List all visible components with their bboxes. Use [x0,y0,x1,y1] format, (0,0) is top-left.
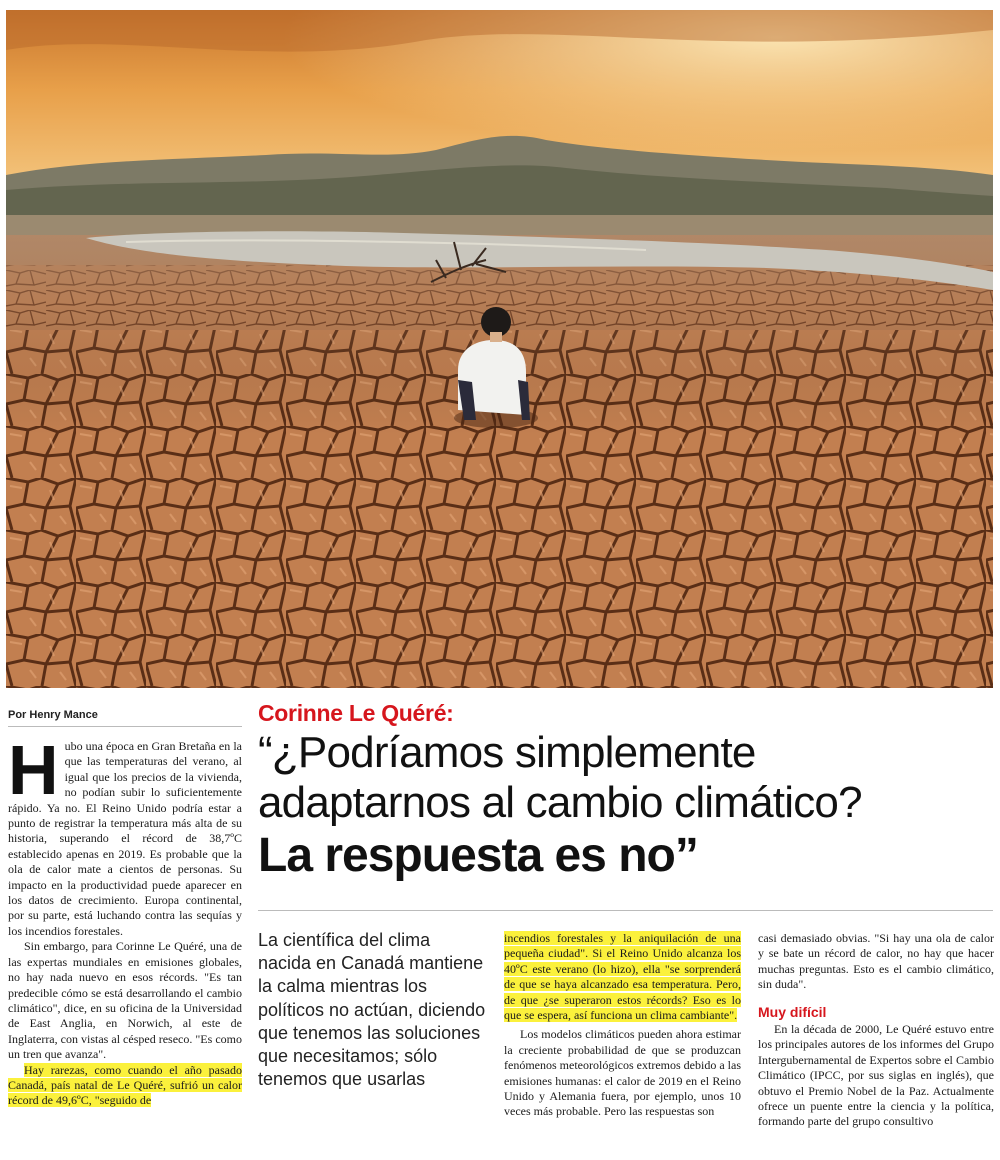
highlighted-text: incendios forestales y la aniquilación de una pequeña ciudad". Si el Reino Unido alcanza los 40ºC este verano (lo hizo), ella "se sorprenderá de que se haya alcanzado esa temperatura. Pero, de que ¿se superaron estos récords? Eso es lo que se espera, así funciona un clima cambiante". [504,931,741,1023]
drought-landscape-image [6,10,993,688]
headline-line-1: “¿Podríamos simplemente [258,728,756,777]
kicker-name: Corinne Le Quéré: [258,700,454,726]
headline-line-2: adaptarnos al cambio climático? [258,778,862,827]
paragraph-intro-text: ubo una época en Gran Bretaña en la que las temperaturas del verano, al igual que los precios de la vivienda, no podían subir lo suficientemente rápido. Ya no. El Reino Unido podría estar a punto de registrar la temperatura más alta de su historia, superando el récord de 38,7ºC establecido apenas en 2019. Es probable que la ola de calor mate a cientos de personas. Su impacto en la productividad puede aparecer en los datos de crecimiento. Europa continental, por su parte, está luchando contra las sequías y los incendios forestales. [8,739,242,938]
deck-summary: La científica del clima nacida en Canadá mantiene la calma mientras los políticos no actúan, diciendo que tenemos las soluciones que necesitamos; sólo tenemos que usarlas [258,930,486,1090]
headline-divider [258,910,993,911]
paragraph-ipcc: En la década de 2000, Le Quéré estuvo entre los principales autores de los informes del Grupo Intergubernamental de Expertos sobre el Cambio Climático (IPCC, por sus siglas en inglés), que obtuvo el Premio Nobel de la Paz. Actualmente ofrece un puente entre la ciencia y la política, formando parte del grupo consultivo [758,1022,994,1129]
subheading: Muy difícil [758,1003,827,1020]
headline [258,728,998,884]
hero-photo [6,10,993,688]
byline-divider [8,726,242,727]
highlighted-text: Hay rarezas, como cuando el año pasado Canadá, país natal de Le Quéré, sufrió un calor récord de 49,6ºC, "seguido de [8,1062,242,1108]
paragraph-highlighted [504,931,741,1023]
headline-line-3: La respuesta es no” [258,829,698,882]
paragraph-answers: casi demasiado obvias. "Si hay una ola de calor y se bate un récord de calor, no hay que hacer muchas preguntas. Esto es el cambio climático, sin duda". [758,931,994,992]
article-column-right [758,931,994,1130]
paragraph-intro [8,731,242,939]
byline: Por Henry Mance [8,709,98,721]
drop-cap: H [8,731,59,809]
paragraph-models: Los modelos climáticos pueden ahora estimar la creciente probabilidad de que se produzcan fenómenos meteorológicos extremos debido a las emisiones humanas: el calor de 2019 en el Reino Unido y Alemania fuera, por ejemplo, unos 10 veces más probable. Pero las respuestas son [504,1027,741,1119]
article-column-middle [504,931,741,1120]
paragraph-quote: Sin embargo, para Corinne Le Quéré, una de las expertas mundiales en emisiones globales, no hay nada nuevo en esos récords. "Es tan predecible cómo se está desarrollando el cambio climático", dice, en su oficina de la Universidad de East Anglia, en Norwich, al este de Inglaterra, con vistas al césped reseco. "Es como un tren que avanza". [8,939,242,1062]
paragraph-highlighted [8,1063,242,1109]
article-column-left [8,731,242,1109]
